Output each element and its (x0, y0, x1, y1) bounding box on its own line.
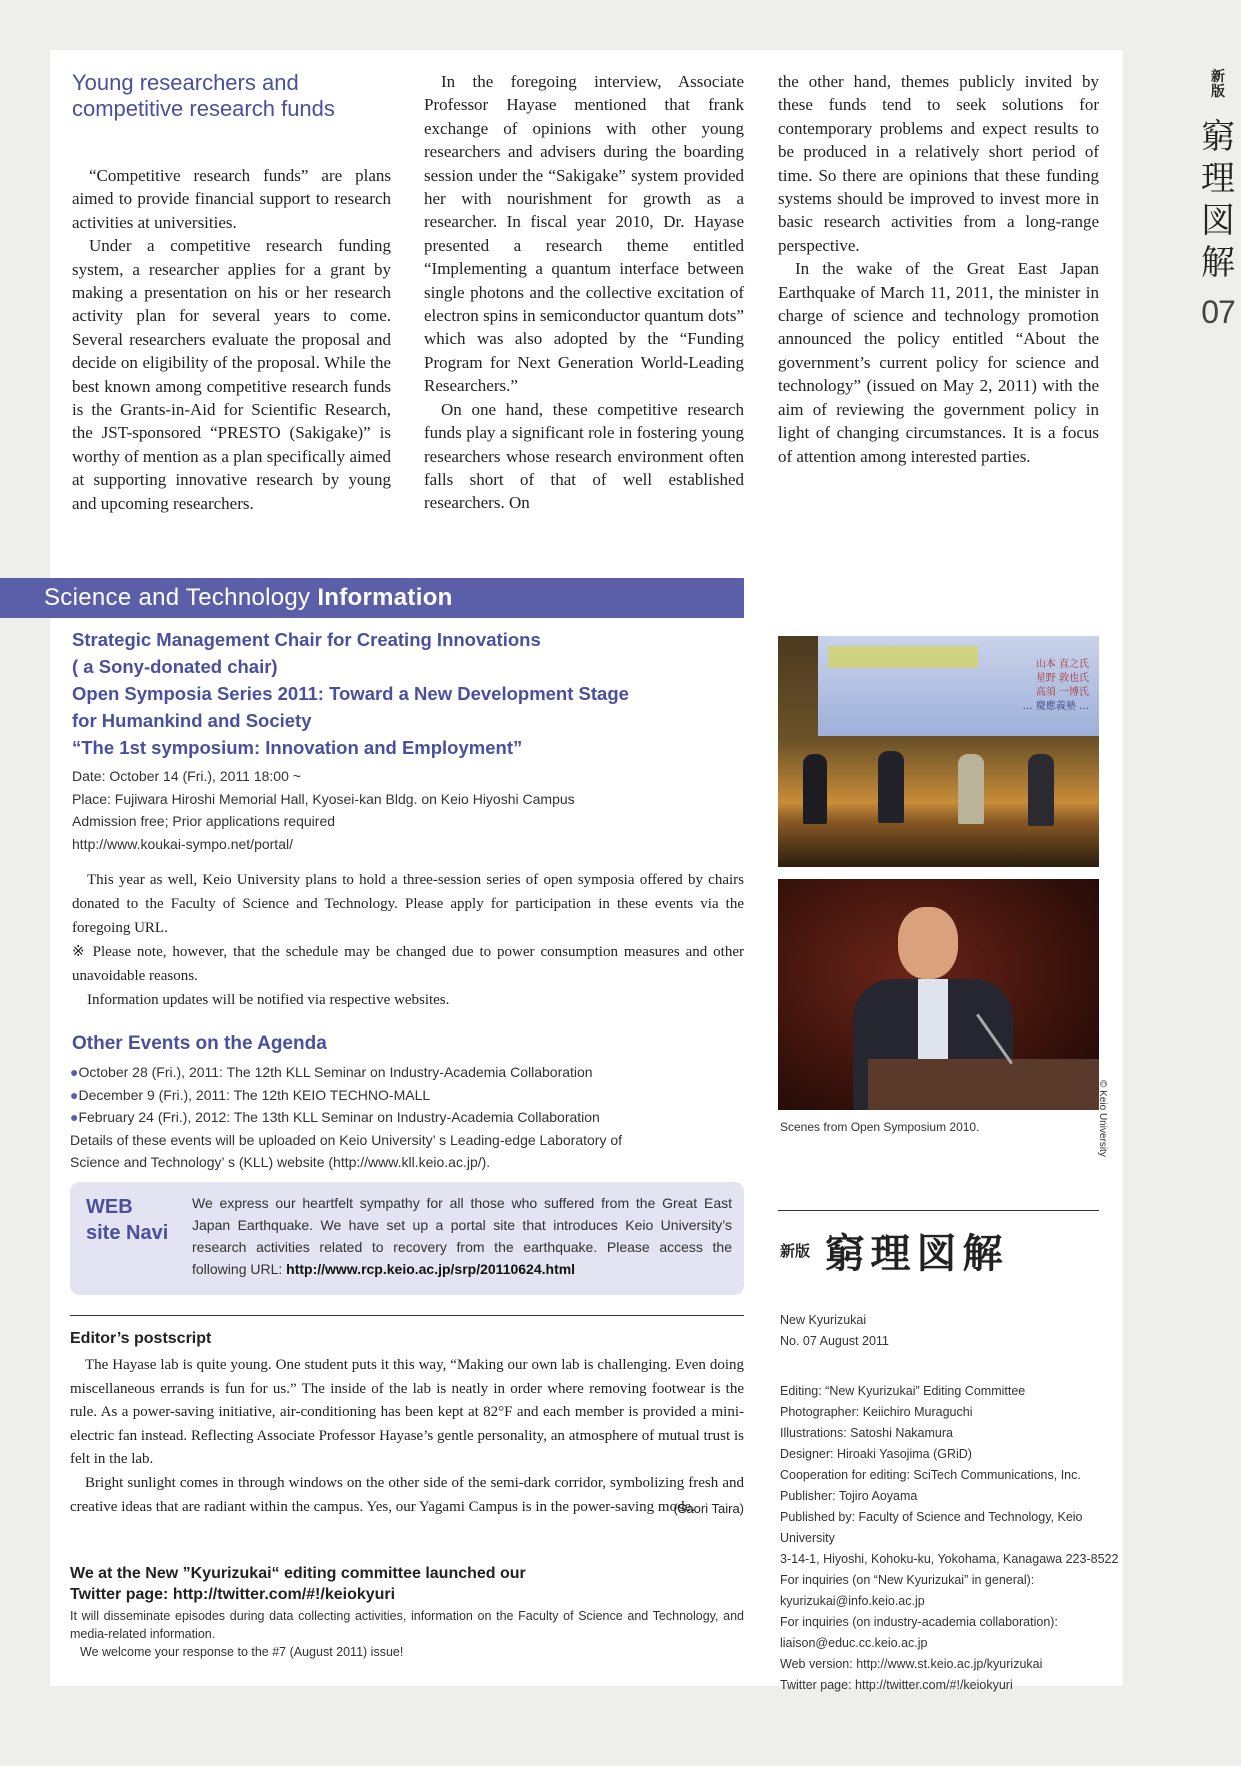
divider (70, 1315, 744, 1316)
colophon-credits: Editing: “New Kyurizukai” Editing Committee Photographer: Keiichiro Muraguchi Illustrations: Satoshi Nakamura Designer: Hiroaki Yasojima (GRiD) Cooperation for editing: SciTech Communications, Inc. Publisher: Tojiro Aoyama Published by: Faculty of Science and Technology, Keio University 3-14-1, Hiyoshi, Kohoku-ku, Yokohama, Kanagawa 223-8522 For inquiries (on “New Kyurizukai” in general): kyurizukai@info.keio.ac.jp For inquiries (on industry-academia collaboration): liaison@educ.cc.keio.ac.jp Web version: http://www.st.keio.ac.jp/kyurizukai Twitter page: http://twitter.com/#!/keiokyuri (780, 1384, 1119, 1692)
symposium-date: Date: October 14 (Fri.), 2011 18:00 ~ (72, 768, 301, 784)
article-paragraph: Under a competitive research funding system, a researcher applies for a grant by making a presentation on his or her research activity plan for several years to come. Several researchers evaluate the proposal and decide on eligibility of the proposal. While the best known among competitive research funds is the Grants-in-Aid for Scientific Research, the JST-sponsored “PRESTO (Sakigake)” is worthy of mention as a plan specifically aimed at supporting innovative research by young and upcoming researchers. (72, 236, 391, 513)
bullet-icon: ● (70, 1109, 79, 1125)
panelist (958, 754, 984, 824)
panelist (803, 754, 827, 824)
side-tab-new-edition: 新版 (1211, 69, 1225, 100)
event-note: Details of these events will be uploaded on Keio University’ s Leading-edge Laboratory of Science and Technology’ s (KLL) website (http://www.kll.keio.ac.jp/). (70, 1131, 623, 1170)
event-item: ●February 24 (Fri.), 2012: The 13th KLL Seminar on Industry-Academia Collaboration (70, 1109, 600, 1125)
article-paragraph: In the wake of the Great East Japan Earthquake of March 11, 2011, the minister in charge of science and technology promotion announced the policy entitled “About the government’s current policy for science and technology” (issued on May 2, 2011) with the aim of reviewing the government policy in light of changing circumstances. It is a focus of attention among interested parties. (778, 259, 1099, 466)
article-paragraph: On one hand, these competitive research funds play a significant role in fostering young researchers whose research environment often falls short of that of well established researchers. On (424, 399, 744, 513)
symposium-admission: Admission free; Prior applications required (72, 813, 336, 829)
symposium-paragraph: Information updates will be notified via respective websites. (87, 992, 450, 1008)
symposium-details (72, 765, 752, 855)
twitter-heading: We at the New ”Kyurizukai“ editing committee launched our Twitter page: http://twitter.com/#!/keiokyuri (70, 1565, 526, 1603)
lectern (868, 1059, 1099, 1110)
symposium-heading: “The 1st symposium: Innovation and Employment” (72, 737, 523, 758)
symposium-body (72, 868, 744, 1012)
postscript-author: (Saori Taira) (673, 1501, 744, 1517)
symposium-heading: ( a Sony-donated chair) (72, 656, 278, 677)
postscript-paragraph: The Hayase lab is quite young. One student puts it this way, “Making our own lab is challenging. Even doing miscellaneous errands is fun for us.” The inside of the lab is neatly in order where removing footwear is the rule. As a power-saving initiative, air-conditioning has been kept at 82°F and each member is provided a mini-electric fan instead. Reflecting Associate Professor Hayase’s gentle personality, an atmosphere of mutual trust is felt in the lab. (70, 1357, 744, 1468)
logo-new-edition: 新版 (780, 1242, 811, 1260)
projection-screen (818, 636, 1099, 736)
speaker-photo (778, 879, 1099, 1110)
symposium-headings (72, 626, 752, 761)
web-site-navi-box (70, 1182, 744, 1295)
colophon-divider (778, 1210, 1099, 1211)
side-tab-char: 窮 (1201, 117, 1235, 157)
web-navi-text: We express our heartfelt sympathy for all those who suffered from the Great East Japan Earthquake. We have set up a portal site that introduces Keio University’s research activities related to recovery from the earthquake. Please access the following URL: http://www.rcp.keio.ac.jp/srp/20110624.html (192, 1195, 732, 1277)
other-events-title: Other Events on the Agenda (72, 1033, 327, 1054)
side-tab (1198, 70, 1238, 331)
banner-light-text: Science and Technology (44, 584, 318, 611)
symposium-panel-photo (778, 636, 1099, 867)
panelist (1028, 754, 1054, 826)
speaker-head (898, 907, 958, 979)
section-banner (0, 578, 744, 618)
side-tab-char: 図 (1201, 201, 1235, 241)
other-events-list (70, 1061, 750, 1174)
banner-bold-text: Information (317, 584, 453, 611)
panelist (878, 751, 904, 823)
event-item: ●December 9 (Fri.), 2011: The 12th KEIO TECHNO-MALL (70, 1086, 431, 1103)
symposium-heading: Open Symposia Series 2011: Toward a New Development Stage (72, 683, 629, 704)
bullet-icon: ● (70, 1064, 79, 1080)
twitter-text: It will disseminate episodes during data collecting activities, information on the Faculty of Science and Technology, and media-related information. We welcome your response to the #7 (August 2011) issue! (70, 1609, 744, 1659)
article-paragraph: “Competitive research funds” are plans aimed to provide financial support to research activities at universities. (72, 166, 391, 232)
event-item: ●October 28 (Fri.), 2011: The 12th KLL Seminar on Industry-Academia Collaboration (70, 1064, 593, 1080)
article-title: Young researchers and competitive research funds (72, 70, 335, 121)
article-paragraph: the other hand, themes publicly invited by these funds tend to seek solutions for contemporary problems and expect results to be produced in a relatively short period of time. So there are opinions that these funding systems should be improved to invest more in basic research activities from a long-range perspective. (778, 72, 1099, 255)
article-column-1 (72, 164, 391, 515)
article-paragraph: In the foregoing interview, Associate Professor Hayase mentioned that frank exchange of opinions with other young researchers and advisers during the boarding session under the “Sakigake” system provided her with nourishment for growth as a researcher. In fiscal year 2010, Dr. Hayase presented a research theme entitled “Implementing a quantum interface between single photons and the collective excitation of electron spins in semiconductor quantum dots” which was also adopted by the “Funding Program for Next Generation World-Leading Researchers.” (424, 72, 744, 396)
symposium-note: ※ Please note, however, that the schedule may be changed due to power consumption measures and other unavoidable reasons. (72, 944, 744, 984)
screen-text: 山本 直之氏 星野 敦也氏 高須 一博氏 … 慶應義塾 … (1022, 659, 1089, 712)
postscript-title: Editor’s postscript (70, 1330, 212, 1347)
colophon-issue: New Kyurizukai No. 07 August 2011 (780, 1313, 889, 1348)
symposium-place: Place: Fujiwara Hiroshi Memorial Hall, Kyosei-kan Bldg. on Keio Hiyoshi Campus (72, 790, 575, 807)
web-navi-url[interactable]: http://www.rcp.keio.ac.jp/srp/20110624.html (286, 1261, 576, 1277)
colophon-logo (780, 1222, 1008, 1279)
page (44, 50, 1123, 1692)
article-column-2 (424, 70, 744, 515)
symposium-paragraph: This year as well, Keio University plans to hold a three-session series of open symposia offered by chairs donated to the Faculty of Science and Technology. Please apply for participation in these events via the foregoing URL. (72, 872, 744, 936)
symposium-url[interactable]: http://www.koukai-sympo.net/portal/ (72, 835, 293, 852)
postscript-body (70, 1354, 744, 1521)
side-tab-char: 理 (1201, 159, 1235, 199)
bullet-icon: ● (70, 1086, 79, 1103)
side-tab-char: 解 (1201, 243, 1235, 283)
web-navi-label: WEB site Navi (86, 1196, 169, 1244)
postscript-paragraph: Bright sunlight comes in through windows on the other side of the semi-dark corridor, symbolizing fresh and creative ideas that are radiant within the campus. Yes, our Yagami Campus is in the power-saving mode. (70, 1474, 744, 1515)
photo-credit: © Keio University (1097, 1080, 1108, 1157)
symposium-heading: for Humankind and Society (72, 710, 312, 731)
logo-title: 窮理図解 (824, 1230, 1009, 1277)
symposium-heading: Strategic Management Chair for Creating Innovations (72, 629, 541, 650)
page-number: 07 (1201, 294, 1235, 330)
photo-caption: Scenes from Open Symposium 2010. (780, 1120, 980, 1134)
article-column-3 (778, 70, 1099, 468)
